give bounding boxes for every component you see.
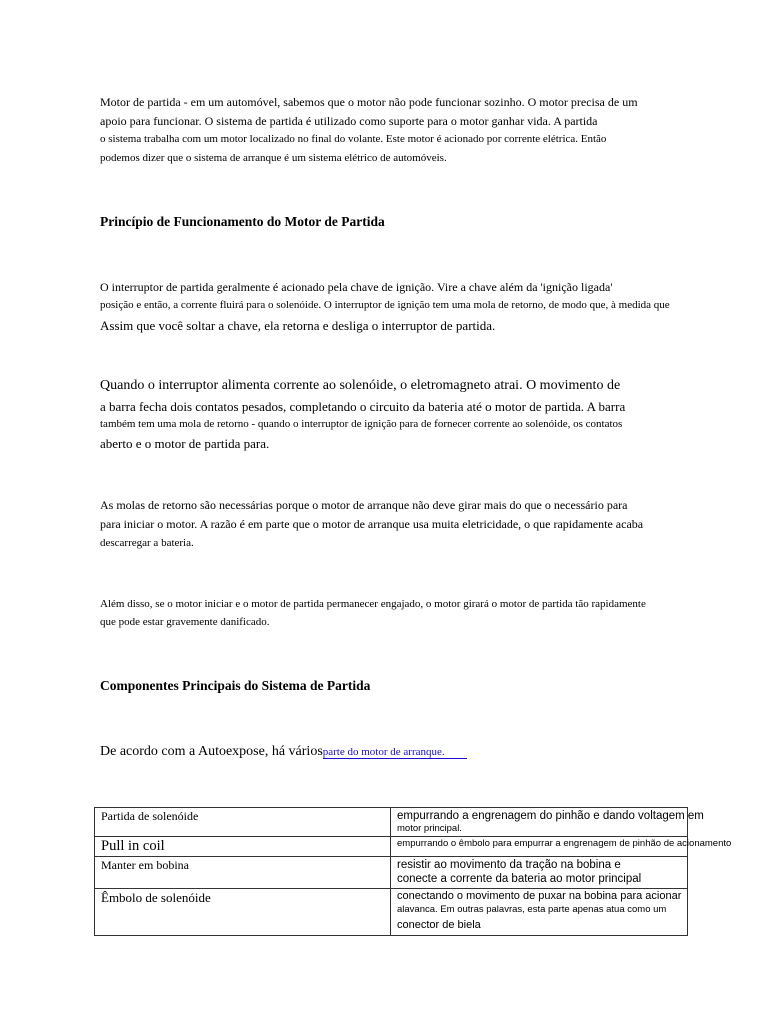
component-description-line: conector de biela [397,919,481,931]
intro-line-3: o sistema trabalha com um motor localizado no final do volante. Este motor é acionado por corrente elétrica. Então [100,133,607,145]
funcionamento-p1-line-3: Assim que você soltar a chave, ela retorna e desliga o interruptor de partida. [100,318,496,333]
componentes-lead-text: De acordo com a Autoexpose, há vários [100,744,323,759]
section-heading-componentes: Componentes Principais do Sistema de Partida [100,678,371,693]
components-table [94,807,732,936]
funcionamento-p3-line-1: As molas de retorno são necessárias porque o motor de arranque não deve girar mais do que o necessário para [100,498,628,512]
funcionamento-p2-line-2: a barra fecha dois contatos pesados, completando o circuito da bateria até o motor de partida. A barra [100,399,626,414]
component-description-line: empurrando o êmbolo para empurrar a engrenagem de pinhão de acionamento [397,838,732,849]
table-row [95,857,688,889]
table-row [95,889,688,936]
funcionamento-p4-line-2: que pode estar gravemente danificado. [100,616,270,628]
component-name: Partida de solenóide [95,808,391,837]
intro-line-4: podemos dizer que o sistema de arranque é um sistema elétrico de automóveis. [100,152,447,164]
component-description [391,808,704,837]
funcionamento-p3-line-3: descarregar a bateria. [100,537,194,549]
component-description-line: resistir ao movimento da tração na bobina e [397,859,621,871]
motor-parts-link[interactable]: parte do motor de arranque. [323,746,467,759]
funcionamento-p2-line-1: Quando o interruptor alimenta corrente ao solenóide, o eletromagneto atrai. O movimento de [100,378,621,393]
component-name: Pull in coil [95,837,391,857]
component-description-line: motor principal. [397,823,462,834]
table-row [95,808,688,837]
section-heading-funcionamento: Princípio de Funcionamento do Motor de Partida [100,214,385,229]
funcionamento-p2-line-3: também tem uma mola de retorno - quando o interruptor de ignição para de fornecer corrente ao solenóide, os contatos [100,418,623,430]
intro-line-1: Motor de partida - em um automóvel, sabemos que o motor não pode funcionar sozinho. O motor precisa de um [100,95,638,109]
component-description-line: conecte a corrente da bateria ao motor principal [397,873,642,885]
component-name: Êmbolo de solenóide [95,889,391,936]
table-row [95,837,688,857]
component-description-line: conectando o movimento de puxar na bobina para acionar [397,890,682,902]
funcionamento-p1-line-2: posição e então, a corrente fluirá para o solenóide. O interruptor de ignição tem uma mola de retorno, de modo que, à medida que [100,299,670,311]
component-description [391,837,732,857]
component-description-line: empurrando a engrenagem do pinhão e dando voltagem em [397,810,704,822]
funcionamento-p4-line-1: Além disso, se o motor iniciar e o motor de partida permanecer engajado, o motor girará o motor de partida tão rapidamente [100,598,646,610]
funcionamento-p1-line-1: O interruptor de partida geralmente é acionado pela chave de ignição. Vire a chave além da 'ignição ligada' [100,280,613,294]
funcionamento-p3-line-2: para iniciar o motor. A razão é em parte que o motor de arranque usa muita eletricidade, o que rapidamente acaba [100,517,644,531]
component-name: Manter em bobina [95,857,391,889]
component-description [391,889,688,936]
componentes-lead [100,745,467,759]
component-description [391,857,688,889]
funcionamento-p2-line-4: aberto e o motor de partida para. [100,436,270,451]
component-description-line: alavanca. Em outras palavras, esta parte apenas atua como um [397,904,667,915]
intro-line-2: apoio para funcionar. O sistema de partida é utilizado como suporte para o motor ganhar vida. A partida [100,114,598,128]
